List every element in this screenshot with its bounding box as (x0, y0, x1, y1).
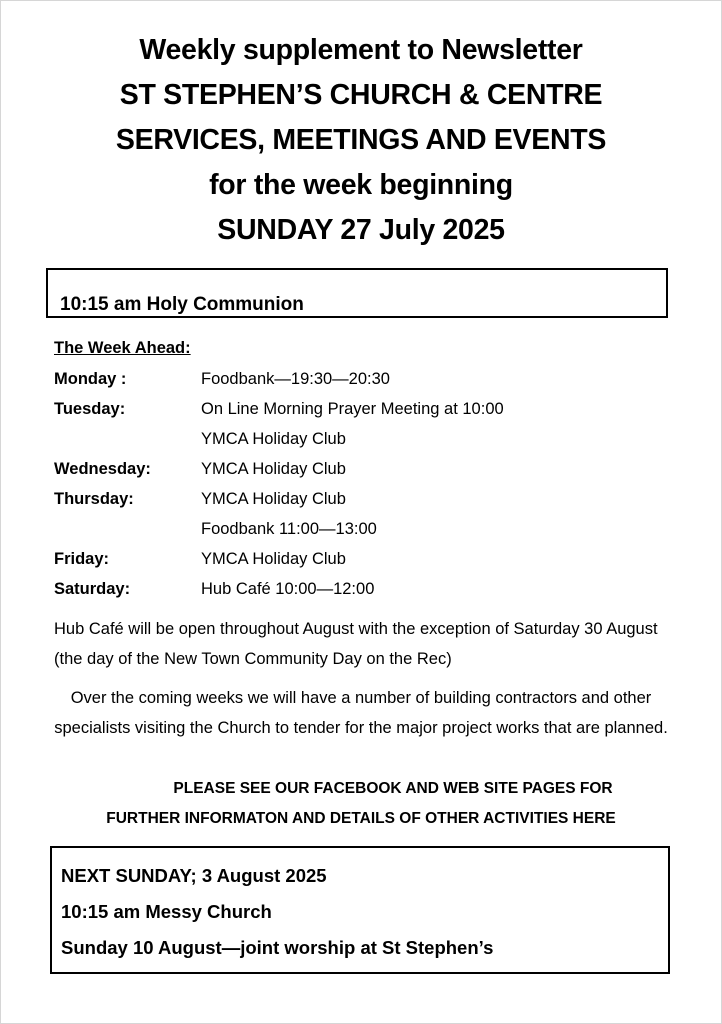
schedule-row (54, 456, 654, 486)
schedule-row (54, 546, 654, 576)
schedule-event: YMCA Holiday Club (201, 490, 346, 508)
schedule-event: YMCA Holiday Club (201, 550, 346, 568)
title-line-church: ST STEPHEN’S CHURCH & CENTRE (119, 79, 603, 111)
schedule-row (54, 516, 654, 546)
schedule-event: Foodbank—19:30—20:30 (201, 370, 390, 388)
schedule-row (54, 576, 654, 606)
hub-cafe-notice: Hub Café will be open throughout August with the exception of Saturday 30 August (the day of the New Town Community Day on the Rec) (54, 620, 658, 668)
title-line-services: SERVICES, MEETINGS AND EVENTS (115, 124, 607, 156)
week-schedule (54, 366, 654, 606)
week-ahead-heading: The Week Ahead: (54, 339, 191, 357)
schedule-row (54, 486, 654, 516)
schedule-row (54, 396, 654, 426)
schedule-day: Tuesday: (54, 400, 126, 418)
next-sunday-date: NEXT SUNDAY; 3 August 2025 (61, 865, 327, 886)
facebook-notice (40, 774, 682, 834)
contractors-notice: Over the coming weeks we will have a number of building contractors and other specialists visiting the Church to tender for the major project works that are planned. (54, 689, 668, 737)
title-line-week-beginning: for the week beginning (209, 169, 513, 201)
schedule-event: On Line Morning Prayer Meeting at 10:00 (201, 400, 504, 418)
schedule-day: Friday: (54, 550, 110, 568)
facebook-notice-line1: PLEASE SEE OUR FACEBOOK AND WEB SITE PAGES FOR (173, 780, 613, 797)
schedule-day: Wednesday: (54, 460, 151, 478)
sunday-service-text: 10:15 am Holy Communion (60, 294, 304, 315)
schedule-event: YMCA Holiday Club (201, 460, 346, 478)
schedule-event: Foodbank 11:00—13:00 (201, 520, 377, 538)
next-sunday-service: 10:15 am Messy Church (61, 901, 272, 922)
schedule-row (54, 366, 654, 396)
page-title (0, 28, 722, 253)
schedule-day: Monday : (54, 370, 127, 388)
next-sunday-list (61, 858, 661, 966)
joint-worship-notice: Sunday 10 August—joint worship at St Stephen’s (61, 937, 494, 958)
title-line-newsletter: Weekly supplement to Newsletter (139, 34, 583, 66)
schedule-day: Thursday: (54, 490, 134, 508)
schedule-event: YMCA Holiday Club (201, 430, 346, 448)
facebook-notice-line2: FURTHER INFORMATON AND DETAILS OF OTHER ACTIVITIES HERE (106, 810, 616, 827)
schedule-day: Saturday: (54, 580, 131, 598)
title-line-date: SUNDAY 27 July 2025 (217, 214, 505, 246)
schedule-row (54, 426, 654, 456)
schedule-event: Hub Café 10:00—12:00 (201, 580, 375, 598)
